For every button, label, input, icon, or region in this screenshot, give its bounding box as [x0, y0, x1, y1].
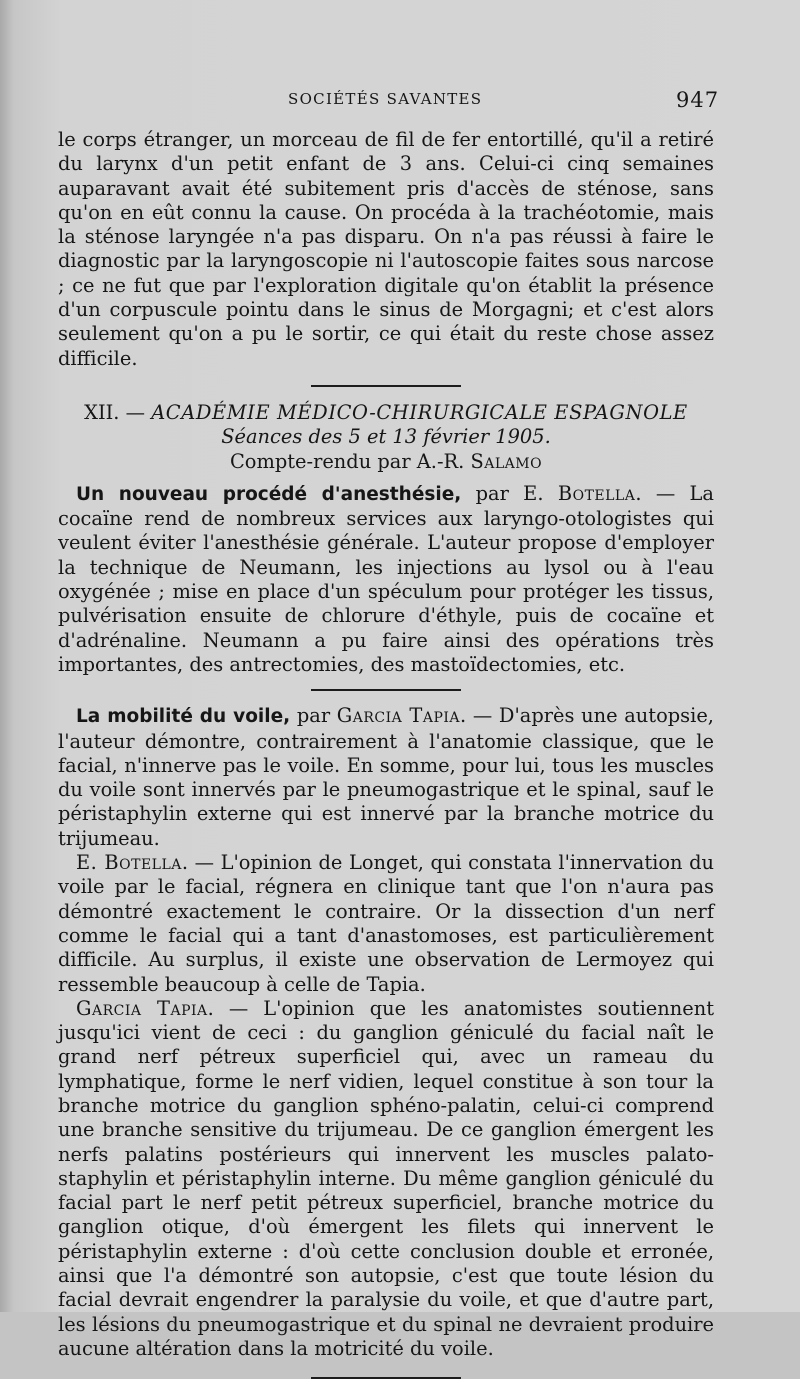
article-text: . — D'après une autopsie, l'auteur démontre, contrairement à l'anatomie classique, que le facial, n'innerve pas le voile. En somme, pour lui, tous les muscles du voile sont innervés par le pneumogastrique et le spinal, sauf le péristaphylin externe qui est innervé par la branche motrice du trijumeau.	[58, 704, 714, 850]
article-author: Garcia Tapia	[336, 704, 461, 728]
article-by: par	[290, 704, 337, 728]
report-prefix: Compte-rendu par A.-R.	[229, 449, 465, 473]
section-heading	[58, 401, 714, 474]
section-title-line	[58, 401, 714, 425]
reply-botella	[58, 851, 714, 997]
section-number: XII. —	[84, 400, 146, 424]
article-title: La mobilité du voile,	[76, 706, 291, 728]
running-head: SOCIÉTÉS SAVANTES	[288, 90, 483, 108]
article-anesthesie	[58, 482, 714, 677]
article-voile	[58, 704, 714, 851]
article-by: par E.	[461, 481, 558, 505]
page-number: 947	[676, 88, 720, 112]
reply-author: E. Botella	[76, 851, 182, 875]
page-body	[58, 128, 714, 1379]
intro-paragraph: le corps étranger, un morceau de fil de fer entortillé, qu'il a retiré du larynx d'un petit enfant de 3 ans. Celui-ci cinq semaines auparavant avait été subitement pris d'accès de sténose, sans qu'on en eût connu la cause. On procéda à la trachéotomie, mais la sténose laryngée n'a pas disparu. On n'a pas réussi à faire le diagnostic par la laryngoscopie ni l'autoscopie faites sous narcose ; ce ne fut que par l'exploration digitale qu'on établit la présence d'un corpuscule pointu dans le sinus de Morgagni; et c'est alors seulement qu'on a pu le sortir, ce qui était du reste chose assez difficile.	[58, 128, 714, 370]
reply-tapia	[58, 997, 714, 1361]
article-text: . — La cocaïne rend de nombreux services aux laryngo-otologistes qui veulent éviter l'anesthésie générale. L'auteur propose d'employer la technique de Neumann, les injections au lysol ou à l'eau oxygénée ; mise en place d'un spéculum pour protéger les tissus, pulvérisation ensuite de chlorure d'éthyle, puis de cocaïne et d'adrénaline. Neumann a pu faire ainsi des opérations très importantes, des antrectomies, des mastoïdectomies, etc.	[58, 481, 714, 676]
reply-text: . — L'opinion que les anatomistes soutiennent jusqu'ici vient de ceci : du ganglion géniculé du facial naît le grand nerf pétreux superficiel qui, avec un rameau du lymphatique, forme le nerf vidien, lequel constitue à son tour la branche motrice du ganglion sphéno-palatin, celui-ci comprend une branche sensitive du trijumeau. De ce ganglion émergent les nerfs palatins postérieurs qui innervent les muscles palato-staphylin et péristaphylin interne. Du même ganglion géniculé du facial part le nerf petit pétreux superficiel, branche motrice du ganglion otique, d'où émergent les filets qui innervent le péristaphylin externe : d'où cette conclusion double et erronée, ainsi que l'a démontré son autopsie, c'est que toute lésion du facial devrait engendrer la paralysie du voile, et que d'autre part, les lésions du pneumogastrique et du spinal ne devraient produire aucune altération dans la motricité du voile.	[58, 996, 714, 1360]
separator-rule	[311, 689, 461, 691]
section-report	[58, 450, 714, 474]
article-author: Botella	[557, 481, 636, 505]
reply-text: . — L'opinion de Longet, qui constata l'innervation du voile par le facial, régnera en clinique tant que l'on n'aura pas démontré exactement le contraire. Or la dissection d'un nerf comme le facial qui a tant d'anastomoses, est particulièrement difficile. Au surplus, il existe une observation de Lermoyez qui ressemble beaucoup à celle de Tapia.	[58, 851, 714, 996]
article-title: Un nouveau procédé d'anesthésie,	[76, 483, 462, 505]
report-author: Salamo	[470, 449, 543, 473]
reply-author: Garcia Tapia	[76, 996, 208, 1020]
section-sessions: Séances des 5 et 13 février 1905.	[221, 425, 551, 449]
section-title: ACADÉMIE MÉDICO-CHIRURGICALE ESPAGNOLE	[151, 400, 688, 424]
separator-rule	[311, 385, 461, 387]
page-header	[0, 88, 800, 118]
